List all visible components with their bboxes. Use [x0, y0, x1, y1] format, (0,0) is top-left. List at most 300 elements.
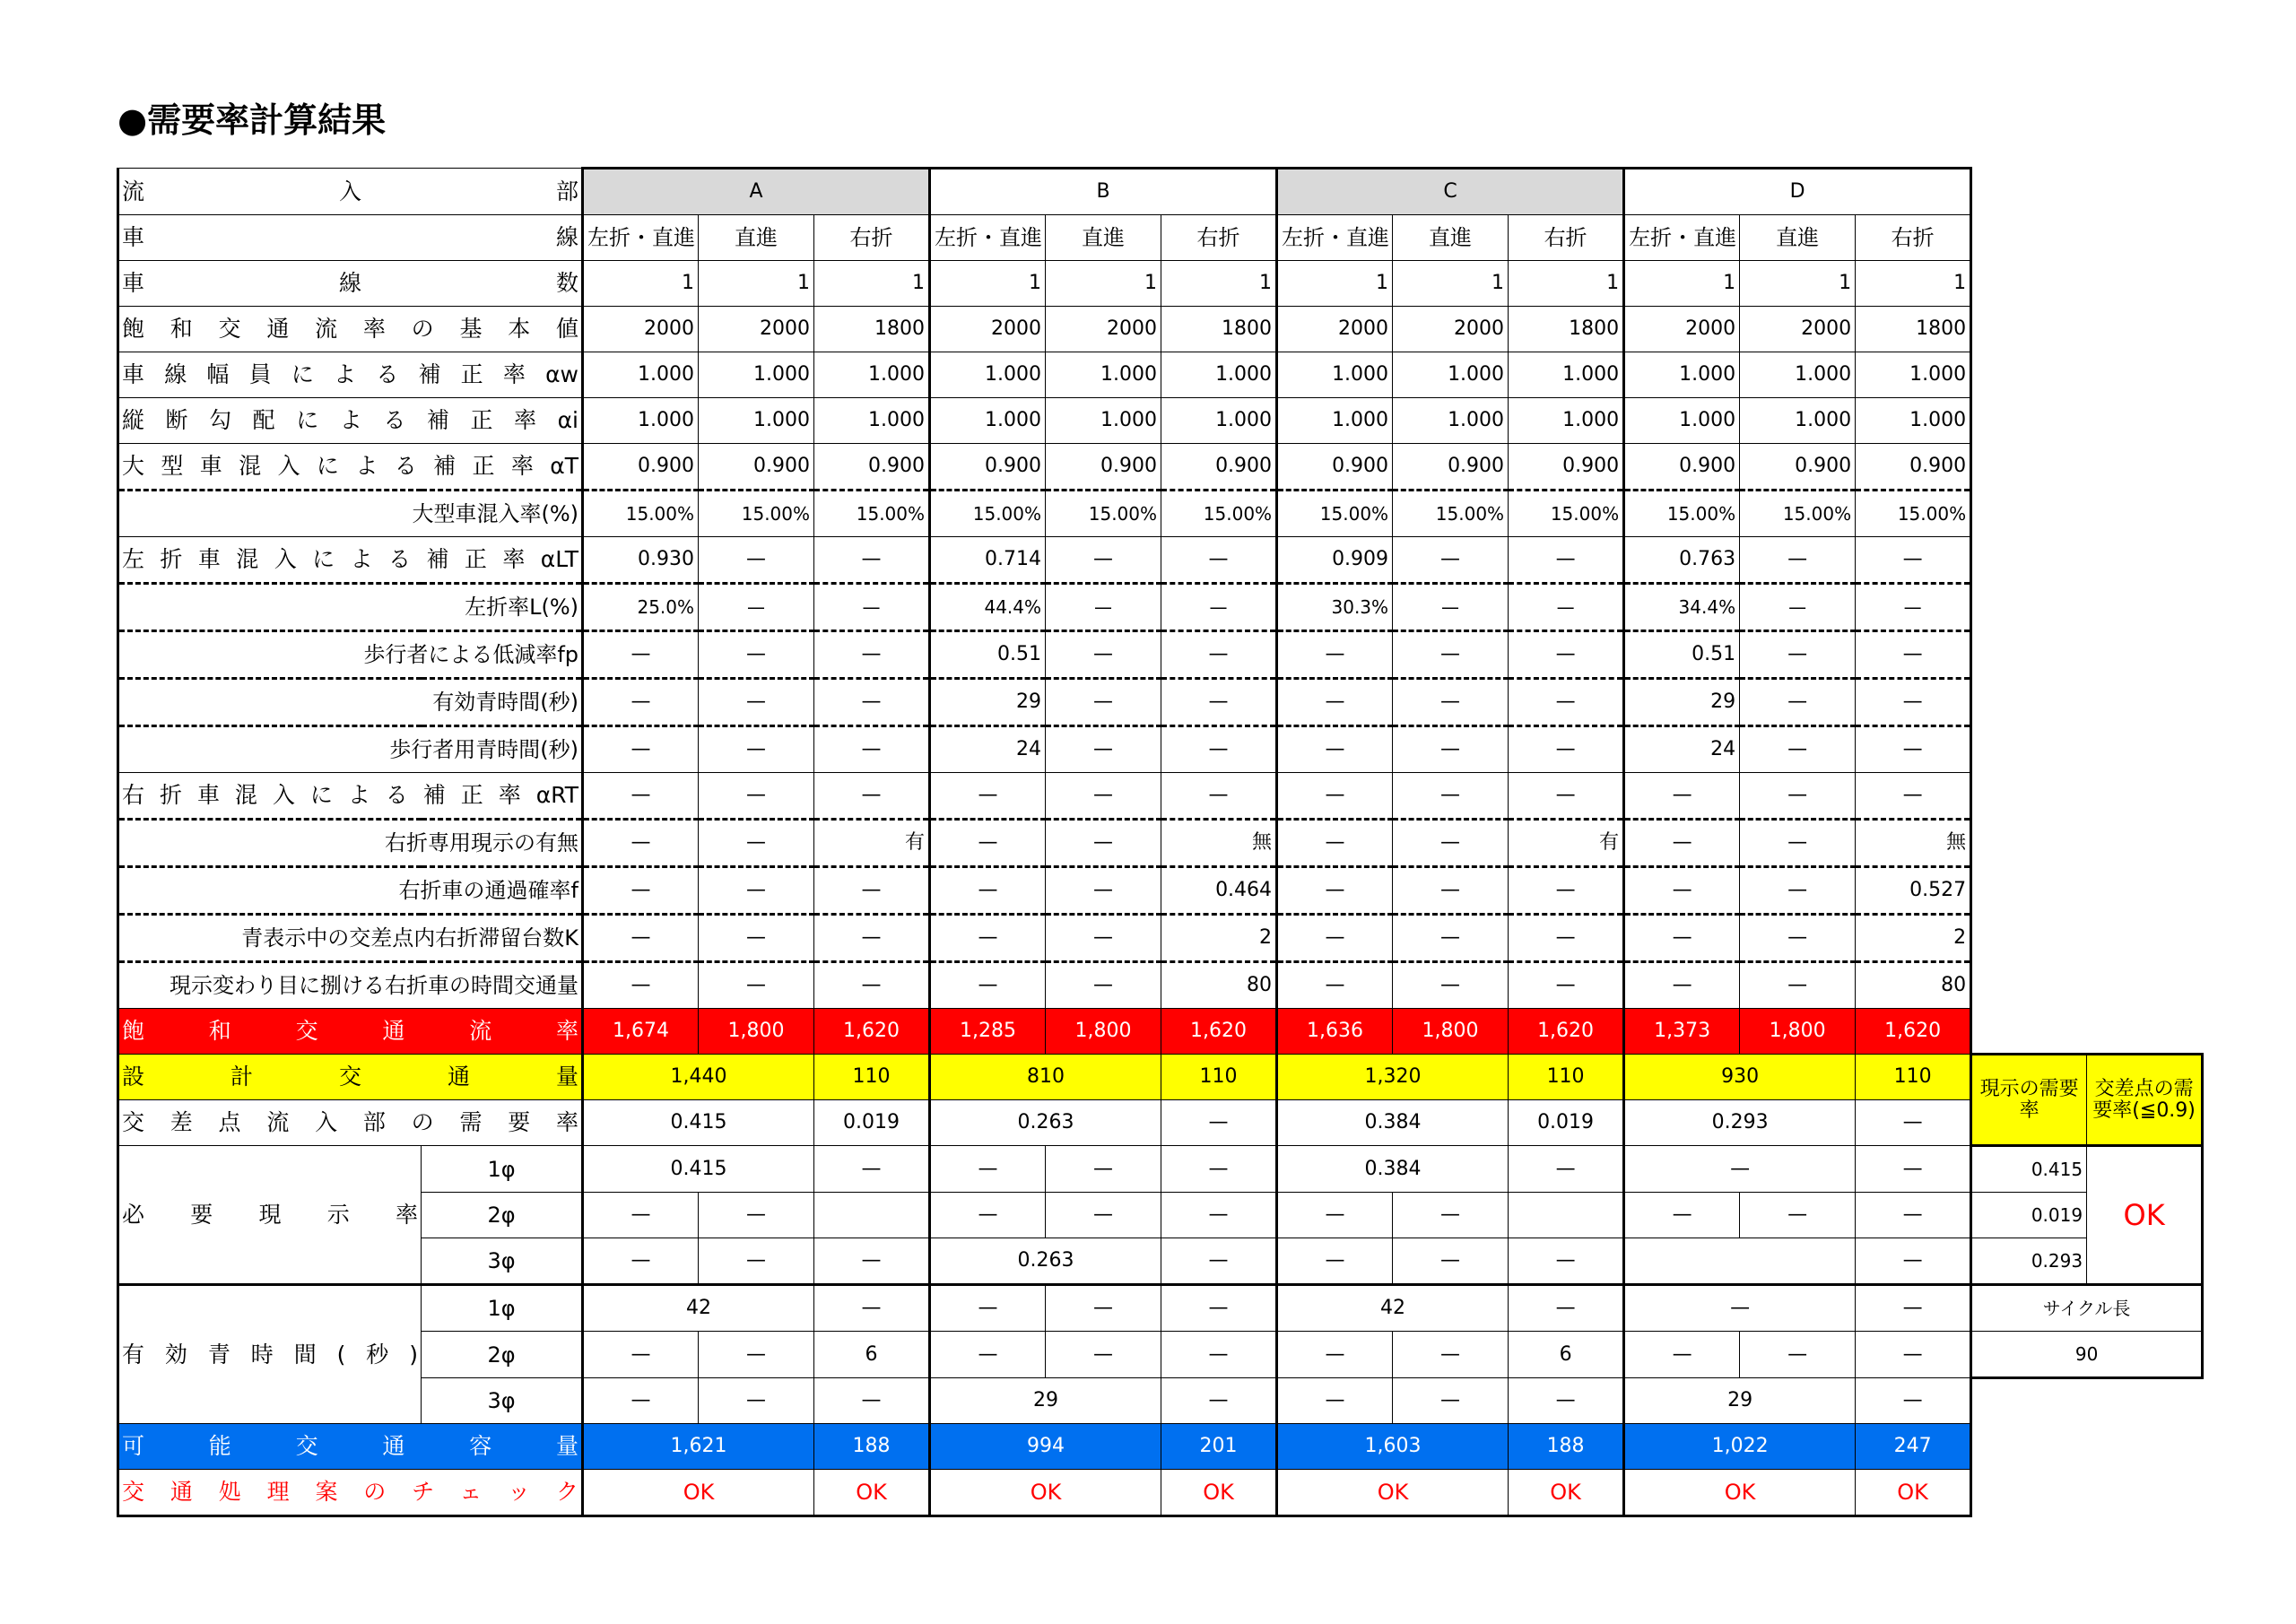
table-row [118, 820, 2203, 867]
value-cell: — [1509, 962, 1624, 1009]
intersection-demand-header: 交差点の需要率(≦0.9) [2087, 1055, 2203, 1146]
value-cell: — [1740, 867, 1856, 915]
green-time-cell: — [699, 1332, 814, 1378]
sat-flow-cell: 1,800 [1740, 1009, 1856, 1055]
value-cell: — [1161, 631, 1277, 679]
value-cell: — [583, 631, 699, 679]
sat-flow-cell: 1,620 [814, 1009, 930, 1055]
value-cell: — [930, 962, 1046, 1009]
value-cell: — [1277, 726, 1393, 773]
sat-flow-cell: 1,674 [583, 1009, 699, 1055]
table-row [118, 915, 2203, 962]
green-time-cell: — [1856, 1378, 1971, 1424]
sat-flow-cell: 1,800 [1046, 1009, 1161, 1055]
table-row [118, 1470, 2203, 1516]
row-label: 交通処理案のチェック [118, 1470, 583, 1516]
value-cell: 0.900 [583, 444, 699, 491]
value-cell: 2000 [930, 307, 1046, 352]
value-cell: 1.000 [1393, 398, 1509, 444]
phase-ratio-cell: — [1856, 1146, 1971, 1193]
check-result-cell: OK [930, 1470, 1161, 1516]
value-cell: 0.51 [930, 631, 1046, 679]
value-cell: 2000 [1624, 307, 1740, 352]
phase-label: 2φ [422, 1193, 583, 1238]
green-time-cell: — [1161, 1378, 1277, 1424]
value-cell: — [1856, 584, 1971, 631]
green-time-cell: — [930, 1332, 1046, 1378]
value-cell: 1800 [1161, 307, 1277, 352]
value-cell: — [1740, 679, 1856, 726]
table-row [118, 1285, 2203, 1332]
value-cell: — [1277, 962, 1393, 1009]
value-cell: 無 [1856, 820, 1971, 867]
lane-count-cell: 1 [1624, 261, 1740, 307]
phase-ratio-cell: — [1624, 1193, 1740, 1238]
value-cell: — [1161, 584, 1277, 631]
value-cell: — [1856, 679, 1971, 726]
approach-header: D [1624, 169, 1971, 215]
value-cell: — [699, 773, 814, 820]
approach-header: B [930, 169, 1277, 215]
value-cell: — [1624, 773, 1740, 820]
lane-count-cell: 1 [1046, 261, 1161, 307]
row-label: 縦断勾配による補正率αi [118, 398, 583, 444]
value-cell: 15.00% [1856, 491, 1971, 537]
value-cell: 1.000 [1856, 352, 1971, 398]
lane-header: 直進 [1046, 215, 1161, 261]
capacity-cell: 1,603 [1277, 1424, 1509, 1470]
value-cell: 44.4% [930, 584, 1046, 631]
table-row [118, 773, 2203, 820]
phase-demand-value: 0.019 [1971, 1193, 2087, 1238]
green-time-cell: — [699, 1378, 814, 1424]
value-cell: — [1046, 820, 1161, 867]
row-label: 飽和交通流率の基本値 [118, 307, 583, 352]
value-cell: — [699, 726, 814, 773]
value-cell: 24 [930, 726, 1046, 773]
phase-ratio-cell: — [1393, 1193, 1509, 1238]
value-cell: 1800 [1856, 307, 1971, 352]
value-cell: — [1046, 773, 1161, 820]
value-cell: 30.3% [1277, 584, 1393, 631]
value-cell: 0.900 [1740, 444, 1856, 491]
value-cell: — [1509, 915, 1624, 962]
phase-demand-header: 現示の需要率 [1971, 1055, 2087, 1146]
value-cell: — [699, 915, 814, 962]
sat-flow-cell: 1,373 [1624, 1009, 1740, 1055]
value-cell: — [1277, 631, 1393, 679]
phase-ratio-cell: — [1624, 1146, 1856, 1193]
phase-ratio-cell: — [930, 1146, 1046, 1193]
value-cell: 1.000 [1161, 398, 1277, 444]
value-cell: — [1509, 537, 1624, 584]
value-cell: — [1046, 537, 1161, 584]
value-cell: — [1393, 962, 1509, 1009]
value-cell: — [1393, 915, 1509, 962]
value-cell: — [1393, 820, 1509, 867]
table-row [118, 631, 2203, 679]
value-cell: 80 [1161, 962, 1277, 1009]
green-time-cell: — [1624, 1285, 1856, 1332]
value-cell: 1.000 [583, 398, 699, 444]
value-cell: — [1856, 773, 1971, 820]
page-title: ●需要率計算結果 [117, 100, 387, 140]
value-cell: — [1161, 537, 1277, 584]
phase-ratio-cell: — [1046, 1146, 1161, 1193]
value-cell: 2 [1856, 915, 1971, 962]
required-phase-label: 必要現示率 [118, 1146, 422, 1285]
value-cell: — [1393, 773, 1509, 820]
value-cell: 1.000 [1046, 352, 1161, 398]
row-label: 左折車混入による補正率αLT [118, 537, 583, 584]
table-row [118, 491, 2203, 537]
value-cell: 0.900 [930, 444, 1046, 491]
check-result-cell: OK [1161, 1470, 1277, 1516]
lane-count-cell: 1 [699, 261, 814, 307]
value-cell: 1.000 [1509, 352, 1624, 398]
value-cell: — [1740, 773, 1856, 820]
phase-ratio-cell [814, 1193, 930, 1238]
table-row [118, 1332, 2203, 1378]
green-time-cell: — [1740, 1332, 1856, 1378]
value-cell: — [1046, 584, 1161, 631]
value-cell: — [1509, 679, 1624, 726]
sat-flow-cell: 1,800 [1393, 1009, 1509, 1055]
value-cell: — [1046, 679, 1161, 726]
value-cell: 0.900 [1624, 444, 1740, 491]
value-cell: — [1046, 726, 1161, 773]
value-cell: — [930, 820, 1046, 867]
table-row [118, 444, 2203, 491]
row-label: 右折専用現示の有無 [118, 820, 583, 867]
value-cell: — [814, 584, 930, 631]
value-cell: 15.00% [930, 491, 1046, 537]
lane-header: 右折 [1509, 215, 1624, 261]
row-label: 現示変わり目に捌ける右折車の時間交通量 [118, 962, 583, 1009]
value-cell: 15.00% [699, 491, 814, 537]
sat-flow-cell: 1,620 [1856, 1009, 1971, 1055]
value-cell: — [1856, 537, 1971, 584]
phase-ratio-cell: — [1509, 1238, 1624, 1285]
lane-count-cell: 1 [1161, 261, 1277, 307]
value-cell: — [814, 726, 930, 773]
demand-cell: 0.019 [1509, 1100, 1624, 1146]
lane-header: 左折・直進 [1277, 215, 1393, 261]
value-cell: 1.000 [583, 352, 699, 398]
phase-ratio-cell: — [699, 1238, 814, 1285]
approach-header: C [1277, 169, 1624, 215]
intersection-result: OK [2087, 1146, 2203, 1285]
lane-count-cell: 1 [1393, 261, 1509, 307]
green-time-cell: — [1277, 1332, 1393, 1378]
phase-label: 3φ [422, 1238, 583, 1285]
value-cell: 0.900 [1856, 444, 1971, 491]
value-cell: — [814, 962, 930, 1009]
value-cell: 2000 [1740, 307, 1856, 352]
capacity-cell: 188 [1509, 1424, 1624, 1470]
cycle-length-value: 90 [1971, 1332, 2203, 1378]
value-cell: — [583, 773, 699, 820]
value-cell: 15.00% [814, 491, 930, 537]
value-cell: — [814, 631, 930, 679]
row-label: 歩行者用青時間(秒) [118, 726, 583, 773]
demand-cell: 0.019 [814, 1100, 930, 1146]
design-volume-cell: 1,320 [1277, 1055, 1509, 1100]
row-label: 交差点流入部の需要率 [118, 1100, 583, 1146]
value-cell: 1.000 [1277, 398, 1393, 444]
value-cell: — [1161, 679, 1277, 726]
value-cell: 1.000 [699, 398, 814, 444]
value-cell: — [1046, 915, 1161, 962]
value-cell: 15.00% [1740, 491, 1856, 537]
check-result-cell: OK [583, 1470, 814, 1516]
value-cell: 1.000 [814, 352, 930, 398]
phase-ratio-cell: — [1161, 1193, 1277, 1238]
phase-label: 1φ [422, 1146, 583, 1193]
row-label: 車線幅員による補正率αw [118, 352, 583, 398]
check-result-cell: OK [1624, 1470, 1856, 1516]
table-row [118, 1378, 2203, 1424]
value-cell: — [1856, 631, 1971, 679]
value-cell: 1.000 [1393, 352, 1509, 398]
demand-cell: 0.263 [930, 1100, 1161, 1146]
value-cell: — [1624, 867, 1740, 915]
value-cell: — [699, 820, 814, 867]
demand-cell: — [1161, 1100, 1277, 1146]
green-time-cell: — [1509, 1285, 1624, 1332]
value-cell: 0.900 [1509, 444, 1624, 491]
demand-cell: — [1856, 1100, 1971, 1146]
capacity-cell: 1,621 [583, 1424, 814, 1470]
value-cell: 29 [1624, 679, 1740, 726]
value-cell: — [1509, 726, 1624, 773]
row-label: 大型車混入率(%) [118, 491, 583, 537]
phase-ratio-cell: — [699, 1193, 814, 1238]
value-cell: — [1393, 631, 1509, 679]
value-cell: 0.51 [1624, 631, 1740, 679]
value-cell: 0.900 [699, 444, 814, 491]
table-row [118, 215, 2203, 261]
green-time-cell: — [583, 1332, 699, 1378]
value-cell: 0.763 [1624, 537, 1740, 584]
design-volume-cell: 110 [814, 1055, 930, 1100]
green-time-cell: 29 [1624, 1378, 1856, 1424]
value-cell: 2 [1161, 915, 1277, 962]
phase-label: 2φ [422, 1332, 583, 1378]
green-time-cell: — [1856, 1332, 1971, 1378]
value-cell: — [1393, 584, 1509, 631]
row-label: 可能交通容量 [118, 1424, 583, 1470]
lane-header: 直進 [1393, 215, 1509, 261]
value-cell: 1.000 [1509, 398, 1624, 444]
phase-ratio-cell: — [814, 1238, 930, 1285]
value-cell: — [1509, 867, 1624, 915]
row-label: 右折車混入による補正率αRT [118, 773, 583, 820]
green-time-cell: — [1509, 1378, 1624, 1424]
value-cell: — [930, 915, 1046, 962]
table-row [118, 726, 2203, 773]
value-cell: 24 [1624, 726, 1740, 773]
green-time-cell: 6 [1509, 1332, 1624, 1378]
value-cell: — [1624, 962, 1740, 1009]
table-row [118, 1055, 2203, 1100]
table-row [118, 1238, 2203, 1285]
value-cell: — [583, 962, 699, 1009]
check-result-cell: OK [1856, 1470, 1971, 1516]
green-time-cell: — [814, 1378, 930, 1424]
phase-ratio-cell: 0.263 [930, 1238, 1161, 1285]
value-cell: 25.0% [583, 584, 699, 631]
value-cell: 15.00% [1161, 491, 1277, 537]
value-cell: — [1277, 867, 1393, 915]
lane-count-cell: 1 [583, 261, 699, 307]
row-label: 青表示中の交差点内右折滞留台数K [118, 915, 583, 962]
sat-flow-cell: 1,285 [930, 1009, 1046, 1055]
design-volume-cell: 810 [930, 1055, 1161, 1100]
design-volume-cell: 930 [1624, 1055, 1856, 1100]
row-label: 流入部 [118, 169, 583, 215]
design-volume-cell: 110 [1856, 1055, 1971, 1100]
capacity-cell: 994 [930, 1424, 1161, 1470]
value-cell: — [1624, 915, 1740, 962]
phase-ratio-cell [1624, 1238, 1856, 1285]
value-cell: — [1624, 820, 1740, 867]
value-cell: 1.000 [1624, 398, 1740, 444]
green-time-cell: — [930, 1285, 1046, 1332]
value-cell: — [1509, 584, 1624, 631]
value-cell: — [583, 679, 699, 726]
value-cell: — [699, 867, 814, 915]
design-volume-cell: 1,440 [583, 1055, 814, 1100]
green-time-cell: — [1161, 1332, 1277, 1378]
value-cell: — [1740, 537, 1856, 584]
value-cell: 1.000 [930, 398, 1046, 444]
value-cell: 1.000 [1046, 398, 1161, 444]
value-cell: 29 [930, 679, 1046, 726]
table-row [118, 261, 2203, 307]
value-cell: — [1277, 915, 1393, 962]
capacity-cell: 201 [1161, 1424, 1277, 1470]
value-cell: 1.000 [1740, 352, 1856, 398]
check-result-cell: OK [1509, 1470, 1624, 1516]
sat-flow-cell: 1,800 [699, 1009, 814, 1055]
table-row [118, 1009, 2203, 1055]
value-cell: 0.527 [1856, 867, 1971, 915]
value-cell: — [930, 773, 1046, 820]
phase-ratio-cell: — [1277, 1193, 1393, 1238]
lane-count-cell: 1 [1740, 261, 1856, 307]
value-cell: 15.00% [1046, 491, 1161, 537]
table-row [118, 398, 2203, 444]
value-cell: — [1856, 726, 1971, 773]
row-label: 大型車混入による補正率αT [118, 444, 583, 491]
demand-cell: 0.415 [583, 1100, 814, 1146]
table-row [118, 679, 2203, 726]
value-cell: — [814, 537, 930, 584]
phase-ratio-cell: — [1277, 1238, 1393, 1285]
table-row [118, 1146, 2203, 1193]
value-cell: 15.00% [583, 491, 699, 537]
value-cell: — [1161, 726, 1277, 773]
value-cell: 1.000 [1161, 352, 1277, 398]
value-cell: — [1509, 631, 1624, 679]
green-time-cell: 42 [1277, 1285, 1509, 1332]
effective-green-label: 有効青時間(秒) [118, 1285, 422, 1424]
phase-label: 3φ [422, 1378, 583, 1424]
value-cell: 34.4% [1624, 584, 1740, 631]
value-cell: 2000 [1277, 307, 1393, 352]
green-time-cell: — [583, 1378, 699, 1424]
phase-ratio-cell: — [1856, 1193, 1971, 1238]
demand-ratio-table [117, 167, 2204, 1517]
value-cell: 2000 [699, 307, 814, 352]
phase-ratio-cell: — [583, 1193, 699, 1238]
green-time-cell: — [1161, 1285, 1277, 1332]
row-label: 右折車の通過確率f [118, 867, 583, 915]
sat-flow-cell: 1,620 [1509, 1009, 1624, 1055]
phase-ratio-cell: — [583, 1238, 699, 1285]
green-time-cell: — [1393, 1332, 1509, 1378]
value-cell: — [1509, 773, 1624, 820]
value-cell: — [1277, 820, 1393, 867]
value-cell: 0.930 [583, 537, 699, 584]
value-cell: — [699, 631, 814, 679]
value-cell: — [1277, 773, 1393, 820]
lane-count-cell: 1 [1856, 261, 1971, 307]
row-label: 左折率L(%) [118, 584, 583, 631]
value-cell: — [1393, 726, 1509, 773]
lane-header: 直進 [1740, 215, 1856, 261]
phase-ratio-cell: — [1740, 1193, 1856, 1238]
phase-ratio-cell: 0.415 [583, 1146, 814, 1193]
value-cell: 1.000 [1277, 352, 1393, 398]
green-time-cell: — [1393, 1378, 1509, 1424]
value-cell: 1.000 [930, 352, 1046, 398]
value-cell: 2000 [583, 307, 699, 352]
design-volume-cell: 110 [1509, 1055, 1624, 1100]
table-row [118, 307, 2203, 352]
green-time-cell: 42 [583, 1285, 814, 1332]
value-cell: 1.000 [814, 398, 930, 444]
phase-ratio-cell: — [1046, 1193, 1161, 1238]
value-cell: 80 [1856, 962, 1971, 1009]
value-cell: 15.00% [1509, 491, 1624, 537]
value-cell: 15.00% [1277, 491, 1393, 537]
row-label: 飽和交通流率 [118, 1009, 583, 1055]
phase-ratio-cell: — [1509, 1146, 1624, 1193]
phase-ratio-cell: — [1393, 1238, 1509, 1285]
value-cell: 1.000 [699, 352, 814, 398]
design-volume-cell: 110 [1161, 1055, 1277, 1100]
green-time-cell: — [1046, 1332, 1161, 1378]
green-time-cell: — [1277, 1378, 1393, 1424]
phase-demand-value: 0.293 [1971, 1238, 2087, 1285]
value-cell: — [699, 537, 814, 584]
value-cell: 1.000 [1624, 352, 1740, 398]
phase-ratio-cell: — [814, 1146, 930, 1193]
value-cell: — [1393, 867, 1509, 915]
value-cell: 1.000 [1740, 398, 1856, 444]
demand-cell: 0.384 [1277, 1100, 1509, 1146]
value-cell: 2000 [1046, 307, 1161, 352]
value-cell: — [583, 915, 699, 962]
value-cell: — [814, 915, 930, 962]
value-cell: — [1740, 726, 1856, 773]
value-cell: — [1393, 679, 1509, 726]
value-cell: 0.900 [1393, 444, 1509, 491]
table-row [118, 584, 2203, 631]
lane-header: 左折・直進 [930, 215, 1046, 261]
